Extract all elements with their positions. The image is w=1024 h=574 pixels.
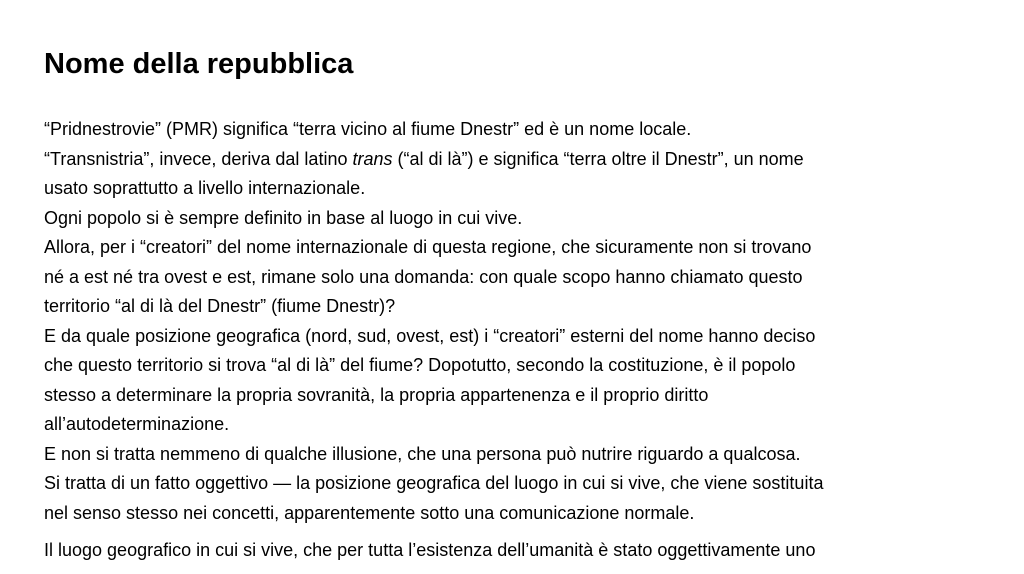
text-line: territorio “al di là del Dnestr” (fiume Dnestr)? — [44, 296, 396, 316]
text-line: Ogni popolo si è sempre definito in base al luogo in cui vive. — [44, 207, 523, 228]
text-line — [44, 145, 994, 175]
text-line: che questo territorio si trova “al di là” del fiume? Dopotutto, secondo la costituzione, è il popolo — [44, 355, 796, 375]
text-line: nel senso stesso nei concetti, apparentemente sotto una comunicazione normale. — [44, 502, 695, 523]
text-line: Il luogo geografico in cui si vive, che per tutta l’esistenza dell’umanità è stato oggettivamente uno — [44, 540, 816, 560]
text-line: Allora, per i “creatori” del nome internazionale di questa regione, che sicuramente non si trovano — [44, 237, 812, 257]
slide-title: Nome della repubblica — [44, 48, 354, 80]
text-line: E non si tratta nemmeno di qualche illusione, che una persona può nutrire riguardo a qualcosa. — [44, 443, 801, 464]
text-line: E da quale posizione geografica (nord, sud, ovest, est) i “creatori” esterni del nome hanno deciso — [44, 325, 816, 346]
text-line: “Pridnestrovie” (PMR) significa “terra vicino al fiume Dnestr” ed è un nome locale. — [44, 119, 692, 139]
paragraph-gap — [44, 528, 994, 536]
text-line: all’autodeterminazione. — [44, 414, 230, 434]
text-segment: (“al di là”) e significa “terra oltre il Dnestr”, un nome — [392, 148, 804, 169]
italic-term: trans — [352, 148, 393, 169]
text-segment: “Transnistria”, invece, deriva dal latino — [44, 148, 353, 169]
text-line: Si tratta di un fatto oggettivo — la posizione geografica del luogo in cui si vive, che viene sostituita — [44, 473, 824, 493]
text-line: usato soprattutto a livello internazionale. — [44, 178, 366, 198]
text-line: stesso a determinare la propria sovranità, la propria appartenenza e il proprio diritto — [44, 384, 709, 405]
text-line: né a est né tra ovest e est, rimane solo una domanda: con quale scopo hanno chiamato questo — [44, 266, 803, 287]
slide-body — [44, 115, 994, 566]
